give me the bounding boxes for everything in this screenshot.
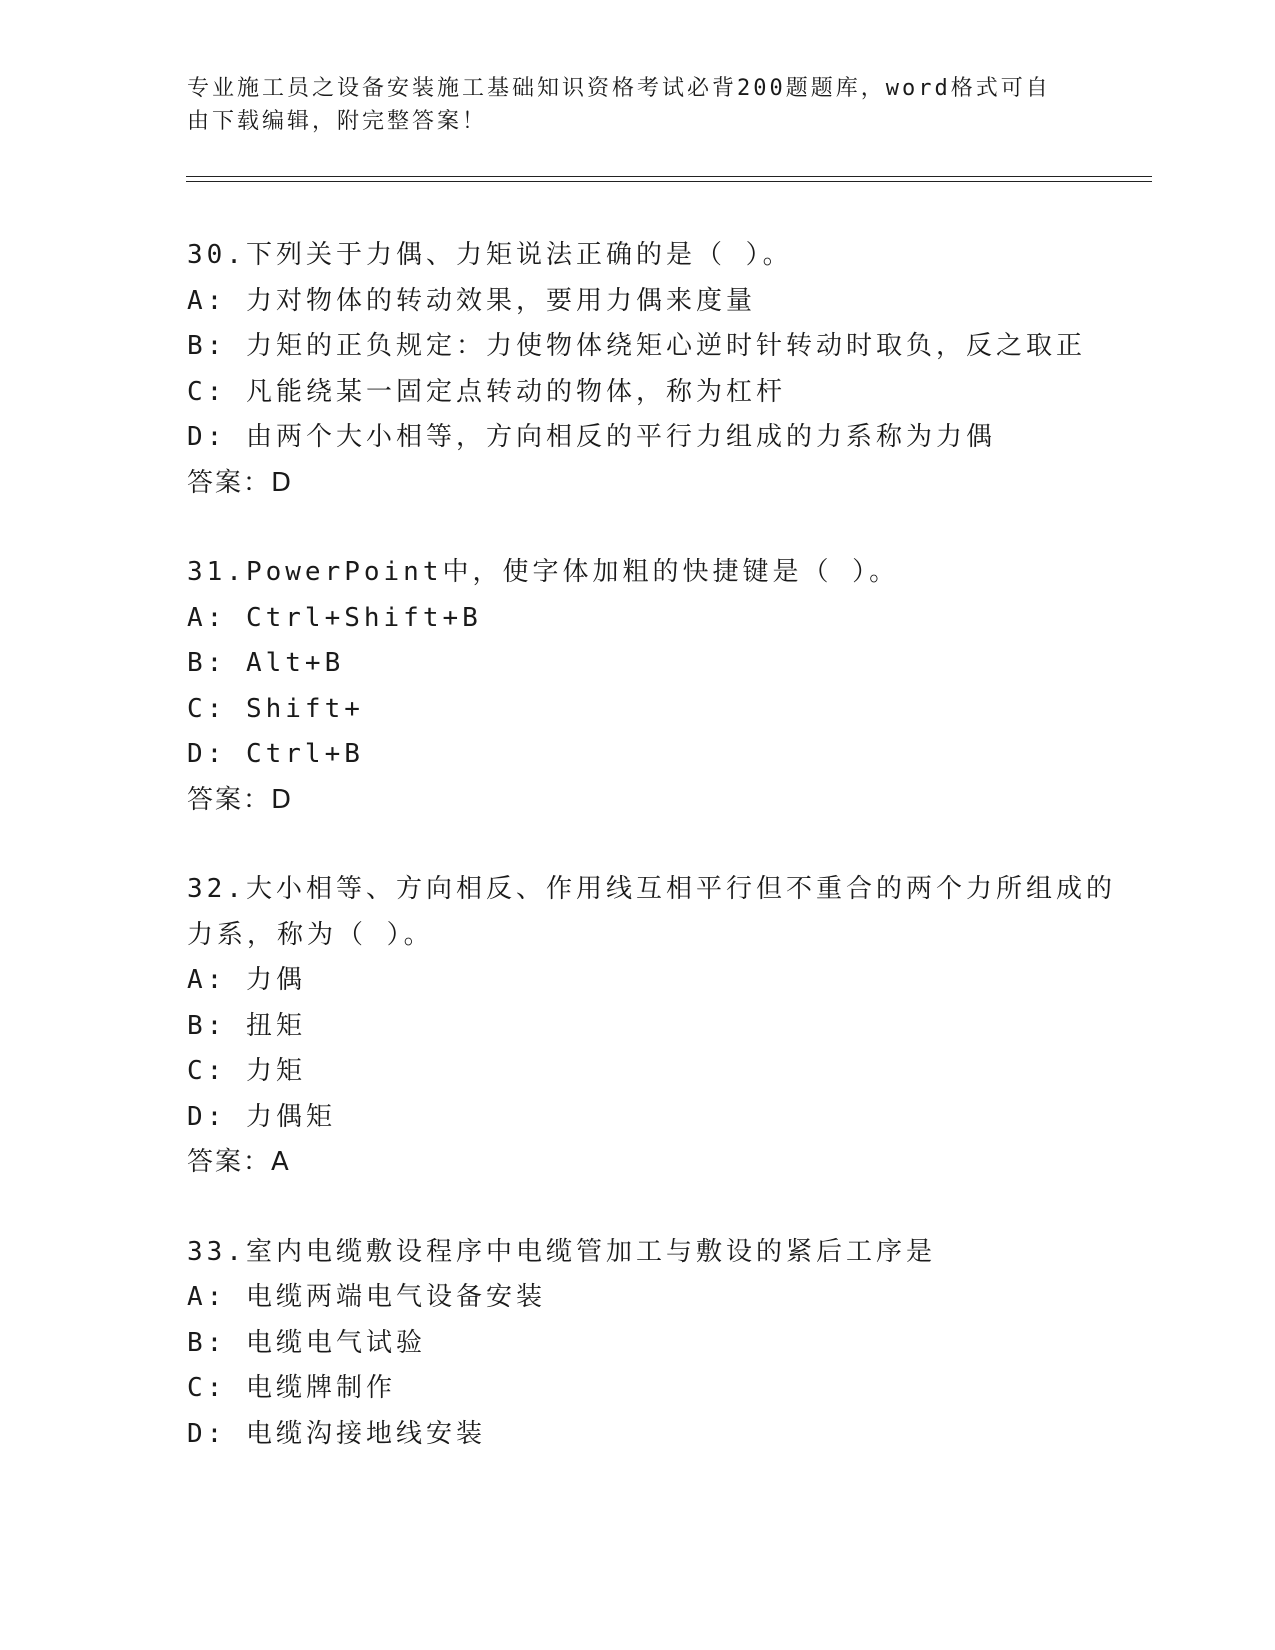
option-a: A: 力对物体的转动效果，要用力偶来度量 xyxy=(187,285,756,316)
question-32 xyxy=(187,867,1127,1186)
option-d: D: 力偶矩 xyxy=(187,1101,336,1132)
option-d: D: Ctrl+B xyxy=(187,739,364,769)
option-a: A: 力偶 xyxy=(187,965,306,995)
option-d: D: 由两个大小相等，方向相反的平行力组成的力系称为力偶 xyxy=(187,422,996,452)
answer-line: 答案：D xyxy=(187,467,294,498)
option-a: A: Ctrl+Shift+B xyxy=(187,602,482,633)
option-a: A: 电缆两端电气设备安装 xyxy=(187,1282,546,1312)
question-list xyxy=(187,233,1127,1501)
question-30 xyxy=(187,233,1127,506)
answer-line: 答案：A xyxy=(187,1147,291,1177)
option-b: B: 力矩的正负规定：力使物体绕矩心逆时针转动时取负，反之取正 xyxy=(187,331,1086,361)
question-stem: 30.下列关于力偶、力矩说法正确的是（ ）。 xyxy=(187,240,793,270)
option-c: C: 力矩 xyxy=(187,1056,306,1086)
header-double-rule xyxy=(186,176,1152,182)
question-stem: 33.室内电缆敷设程序中电缆管加工与敷设的紧后工序是 xyxy=(187,1236,936,1267)
question-31 xyxy=(187,550,1127,823)
option-d: D: 电缆沟接地线安装 xyxy=(187,1418,486,1449)
answer-line: 答案：D xyxy=(187,784,294,815)
option-c: C: 凡能绕某一固定点转动的物体，称为杠杆 xyxy=(187,376,786,407)
option-c: C: Shift+ xyxy=(187,693,364,724)
document-header: 专业施工员之设备安装施工基础知识资格考试必背200题题库，word格式可自由下载编辑，附完整答案！ xyxy=(187,76,1051,134)
question-33 xyxy=(187,1230,1127,1458)
option-b: B: 扭矩 xyxy=(187,1010,306,1041)
question-stem: 31.PowerPoint中，使字体加粗的快捷键是（ ）。 xyxy=(187,557,900,587)
option-b: B: Alt+B xyxy=(187,648,345,678)
question-stem: 32.大小相等、方向相反、作用线互相平行但不重合的两个力所组成的力系，称为（ ）。 xyxy=(187,874,1116,950)
option-b: B: 电缆电气试验 xyxy=(187,1327,426,1358)
option-c: C: 电缆牌制作 xyxy=(187,1373,396,1403)
